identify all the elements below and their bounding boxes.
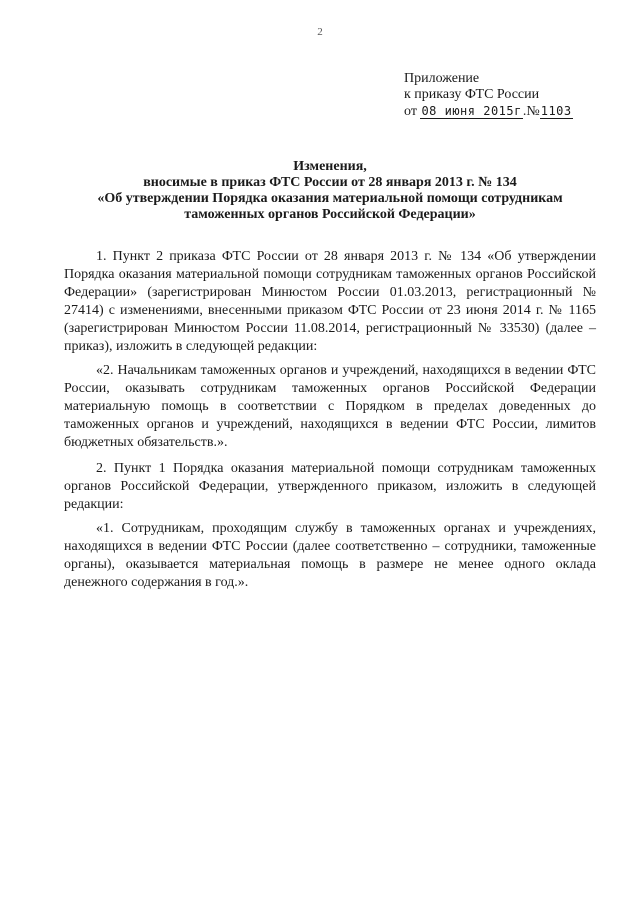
number-prefix: .№ — [522, 104, 540, 119]
appendix-block — [404, 71, 573, 120]
paragraph-quoted-item-1: «1. Сотрудникам, проходящим службу в таможенных органах и учреждениях, находящихся в ведении ФТС России (далее соответственно – сотрудники, таможенные органы), оказывается материальная помощь в размере не менее одного оклада денежного содержания в год.». — [64, 521, 596, 590]
heading-line-4: таможенных органов Российской Федерации» — [184, 207, 476, 222]
handwritten-date: 08 июня 2015г — [421, 104, 522, 118]
heading-line-2: вносимые в приказ ФТС России от 28 января 2013 г. № 134 — [143, 175, 517, 190]
handwritten-number: 1103 — [540, 104, 572, 118]
heading-line-3: «Об утверждении Порядка оказания материальной помощи сотрудникам — [97, 191, 563, 206]
appendix-order-ref: к приказу ФТС России — [404, 87, 540, 102]
heading-line-1: Изменения, — [293, 159, 367, 174]
paragraph-item-2: 2. Пункт 1 Порядка оказания материальной помощи сотрудникам таможенных органов Российской Федерации, утвержденного приказом, изложить в следующей редакции: — [64, 461, 596, 512]
date-prefix: от — [404, 104, 417, 119]
appendix-date-line — [404, 103, 573, 120]
paragraph-quoted-item-2: «2. Начальникам таможенных органов и учреждений, находящихся в ведении ФТС России, оказывать сотрудникам таможенных органов Российской Федерации материальную помощь в соответствии с Порядком в пределах доведенных до таможенных органов и учреждений, находящихся в ведении ФТС России, лимитов бюджетных обязательств.». — [64, 363, 596, 450]
page-number: 2 — [317, 26, 323, 38]
paragraph-item-1: 1. Пункт 2 приказа ФТС России от 28 января 2013 г. № 134 «Об утверждении Порядка оказания материальной помощи сотрудникам таможенных органов Российской Федерации» (зарегистрирован Минюстом России 01.03.2013, регистрационный № 27414) с изменениями, внесенными приказом ФТС России от 23 июня 2014 г. № 1165 (зарегистрирован Минюстом России 11.08.2014, регистрационный № 33530) (далее – приказ), изложить в следующей редакции: — [64, 249, 596, 354]
document-heading — [60, 159, 600, 223]
appendix-title: Приложение — [404, 71, 480, 86]
document-body — [64, 248, 596, 598]
